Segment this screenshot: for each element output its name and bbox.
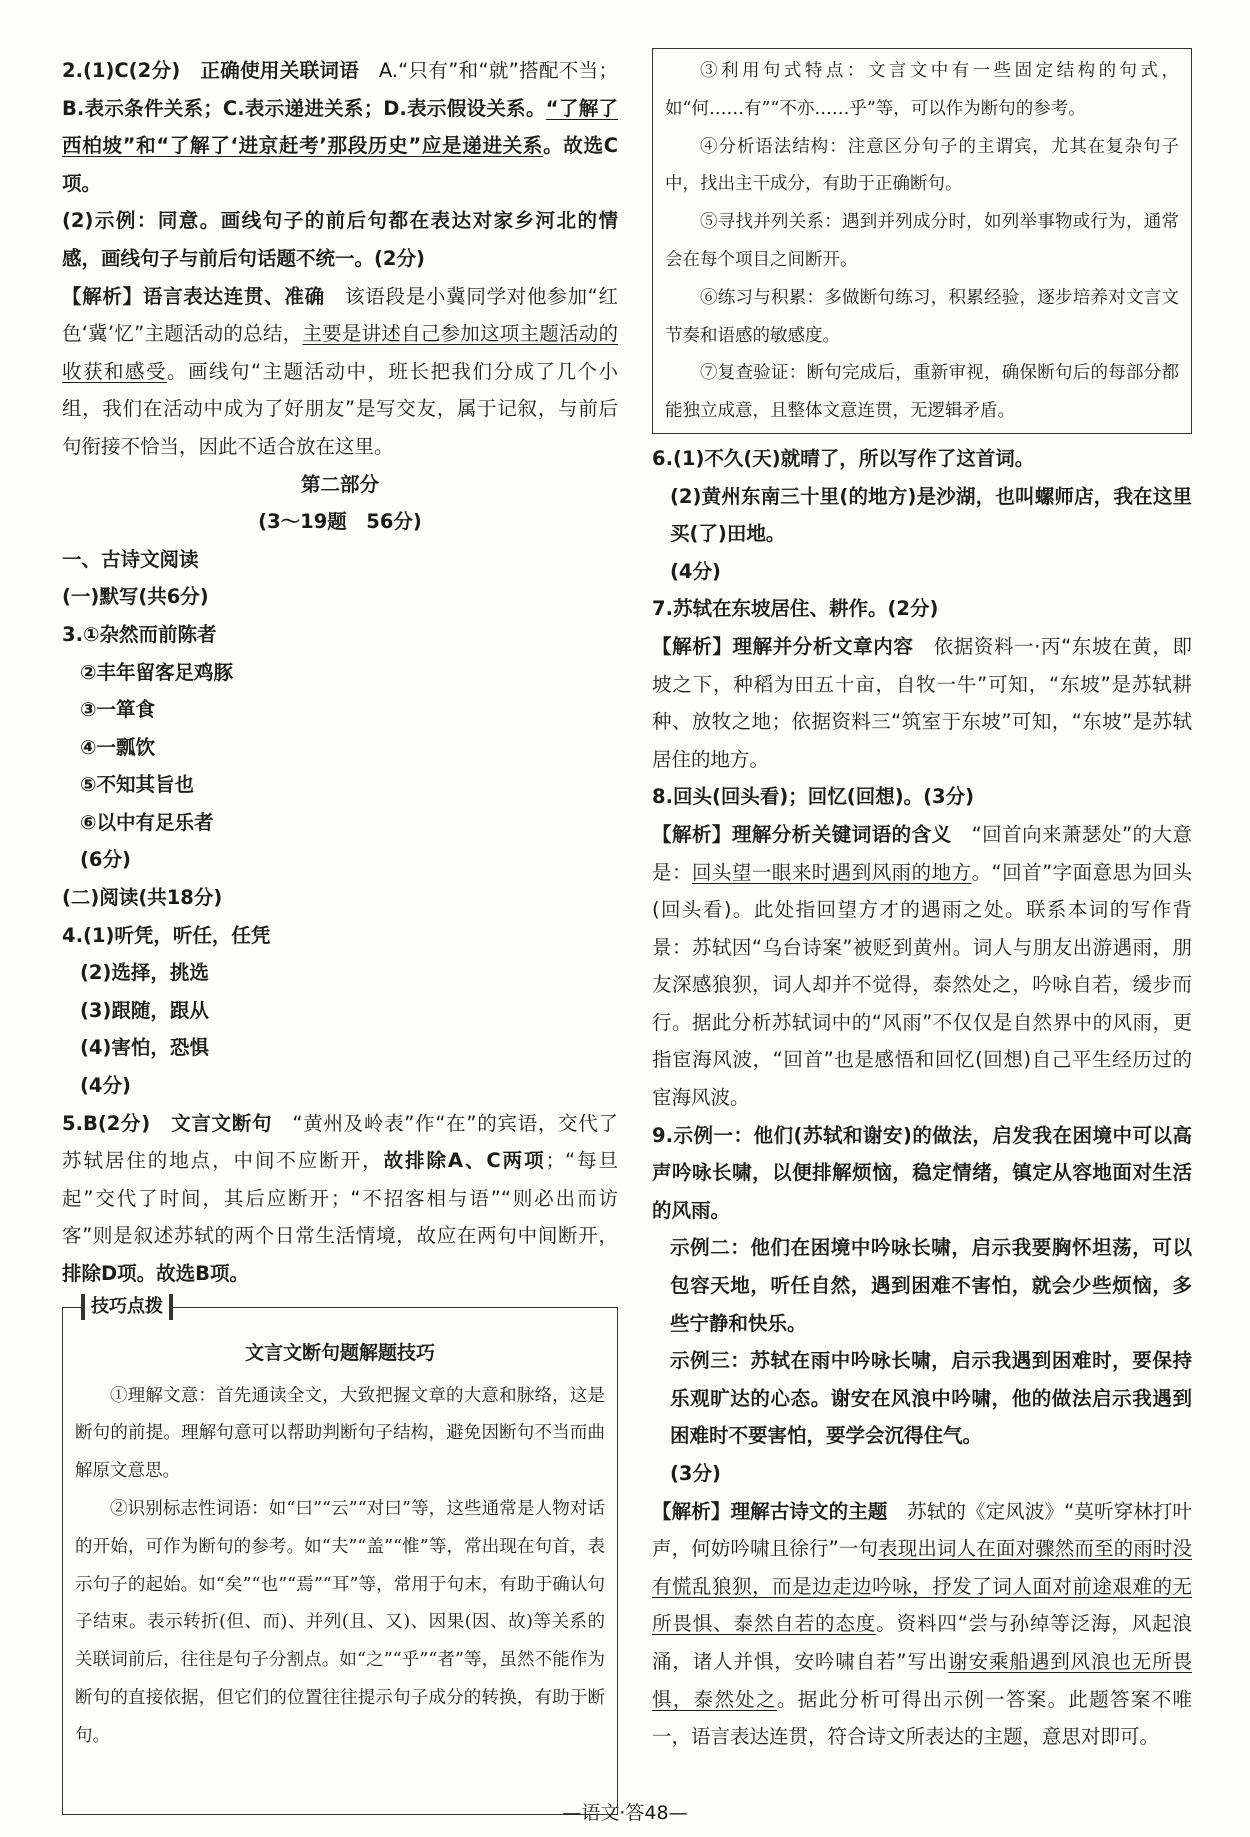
q6-line: (2)黄州东南三十里(的地方)是沙湖，也叫螺师店，我在这里买(了)田地。 — [670, 484, 1192, 546]
q3-line: ②丰年留客足鸡豚 — [80, 660, 234, 684]
q4-line: (3)跟随，跟从 — [80, 998, 209, 1022]
q2-analysis: 【解析】语言表达连贯、准确 该语段是小冀同学对他参加“红色‘冀’忆”主题活动的总结，主要是讲述自己参加这项主题活动的收获和感受。画线句“主题活动中，班长把我们分成了几个小组，我们在活动中成为了好朋友”是写交友，属于记叙，与前后句衔接不恰当，因此不适合放在这里。 — [62, 284, 618, 458]
q7-answer: 7.苏轼在东坡居住、耕作。(2分) — [652, 597, 939, 621]
q4-line: (4)害怕，恐惧 — [80, 1036, 209, 1060]
q4-line: (2)选择，挑选 — [80, 961, 209, 985]
q3-line: ③一箪食 — [80, 698, 156, 722]
q4-score: (4分) — [80, 1074, 131, 1098]
tips-title: 文言文断句题解题技巧 — [244, 1341, 435, 1364]
q9-analysis: 【解析】理解古诗文的主题 苏轼的《定风波》“莫听穿林打叶声，何妨吟啸且徐行”一句表现出词人在面对骤然而至的雨时没有慌乱狼狈，而是边走边吟咏，抒发了词人面对前途艰难的无所畏惧、泰然自若的态度。资料四“尝与孙绰等泛海，风起浪涌，诸人并惧，安吟啸自若”写出谢安乘船遇到风浪也无所畏惧，泰然处之。据此分析可得出示例一答案。此题答案不唯一，语言表达连贯，符合诗文所表达的主题，意思对即可。 — [652, 1499, 1192, 1749]
q3-line: ④一瓢饮 — [80, 735, 156, 759]
part-title: 第二部分 — [300, 472, 379, 496]
tips-paragraph: ⑦复查验证：断句完成后，重新审视，确保断句后的每部分都能独立成意，且整体文意连贯，无逻辑矛盾。 — [665, 363, 1179, 422]
tips-box-continued — [652, 48, 1192, 434]
tips-paragraph: ⑤寻找并列关系：遇到并列成分时，如列举事物或行为，通常会在每个项目之间断开。 — [665, 212, 1179, 270]
q9-example: 示例二：他们在困境中吟咏长啸，启示我要胸怀坦荡，可以包容天地，听任自然，遇到困难不害怕，就会少些烦恼，多些宁静和快乐。 — [670, 1236, 1192, 1335]
q5-answer: 5.B(2分) 文言文断句 “黄州及岭表”作“在”的宾语，交代了苏轼居住的地点，中间不应断开，故排除A、C两项；“每旦起”交代了时间，其后应断开；“不招客相与语”“则必出而访客”则是叙述苏轼的两个日常生活情境，故应在两句中间断开，排除D项。故选B项。 — [62, 1111, 618, 1285]
page-footer: —语文·答48— — [562, 1802, 688, 1824]
q2-part1: 2.(1)C(2分) 正确使用关联词语 A.“只有”和“就”搭配不当；B.表示条件关系；C.表示递进关系；D.表示假设关系。“了解了西柏坡”和“了解了‘进京赶考’那段历史”应是递进关系。故选C项。 — [62, 59, 619, 195]
q8-answer: 8.回头(回头看)；回忆(回想)。(3分) — [652, 785, 975, 809]
tips-label: 技巧点拨 — [81, 1294, 173, 1320]
q6-score: (4分) — [670, 559, 721, 583]
right-column — [652, 52, 1192, 1756]
q9-score: (3分) — [670, 1462, 721, 1485]
section-heading: 一、古诗文阅读 — [62, 547, 199, 571]
tips-paragraph: ②识别标志性词语：如“曰”“云”“对曰”等，这些通常是人物对话的开始，可作为断句的参考。如“夫”“盖”“惟”等，常出现在句首，表示句子的起始。如“矣”“也”“焉”“耳”等，常用于句末，有助于确认句子结束。表示转折(但、而)、并列(且、又)、因果(因、故)等关系的关联词前后，往往是句子分割点。如“之”“乎”“者”等，虽然不能作为断句的直接依据，但它们的位置往往提示句子成分的转换，有助于断句。 — [75, 1498, 605, 1746]
tips-box — [62, 1295, 618, 1815]
subsection-heading: (一)默写(共6分) — [62, 585, 209, 609]
q3-line: ⑤不知其旨也 — [80, 773, 195, 797]
q3-line: 3.①杂然而前陈者 — [62, 622, 217, 646]
q2-part2: (2)示例：同意。画线句子的前后句都在表达对家乡河北的情感，画线句子与前后句话题不统一。(2分) — [62, 209, 618, 270]
underlined-phrase: 谢安乘船遇到风浪也无所畏惧，泰然处之 — [652, 1649, 1192, 1711]
q7-analysis: 【解析】理解并分析文章内容 依据资料一·丙“东坡在黄，即坡之下，种稻为田五十亩，自牧一牛”可知，“东坡”是苏轼耕种、放牧之地；依据资料三“筑室于东坡”可知，“东坡”是苏轼居住的地方。 — [652, 634, 1192, 771]
underlined-phrase: “了解了西柏坡”和“了解了‘进京赶考’那段历史”应是递进关系 — [62, 96, 618, 158]
underlined-phrase: 回头望一眼来时遇到风雨的地方 — [691, 860, 972, 884]
q4-line: 4.(1)听凭，听任，任凭 — [62, 923, 271, 947]
underlined-phrase: 表现出词人在面对骤然而至的雨时没有慌乱狼狈，而是边走边吟咏，抒发了词人面对前途艰难的无所畏惧、泰然自若的态度 — [652, 1537, 1192, 1636]
q8-analysis: 【解析】理解分析关键词语的含义 “回首向来萧瑟处”的大意是：回头望一眼来时遇到风雨的地方。“回首”字面意思为回头(回头看)。此处指回望方才的遇雨之处。联系本词的写作背景：苏轼因“乌台诗案”被贬到黄州。词人与朋友出游遇雨，朋友深感狼狈，词人却并不觉得，泰然处之，吟咏自若，缓步而行。据此分析苏轼词中的“风雨”不仅仅是自然界中的风雨，更指宦海风波，“回首”也是感悟和回忆(回想)自己平生经历过的宦海风波。 — [652, 822, 1192, 1110]
q3-line: ⑥以中有足乐者 — [80, 810, 214, 834]
part-subtitle: (3～19题 56分) — [258, 510, 422, 534]
q9-example: 示例三：苏轼在雨中吟咏长啸，启示我遇到困难时，要保持乐观旷达的心态。谢安在风浪中吟啸，他的做法启示我遇到困难时不要害怕，要学会沉得住气。 — [670, 1349, 1192, 1448]
tips-paragraph: ④分析语法结构：注意区分句子的主谓宾，尤其在复杂句子中，找出主干成分，有助于正确断句。 — [665, 136, 1179, 195]
subsection-heading: (二)阅读(共18分) — [62, 886, 223, 910]
left-column — [62, 52, 618, 1815]
tips-paragraph: ①理解文意：首先通读全文，大致把握文章的大意和脉络，这是断句的前提。理解句意可以帮助判断句子结构，避免因断句不当而曲解原文意思。 — [75, 1385, 605, 1482]
q9-example: 9.示例一：他们(苏轼和谢安)的做法，启发我在困境中可以高声吟咏长啸，以便排解烦恼，稳定情绪，镇定从容地面对生活的风雨。 — [652, 1123, 1192, 1222]
tips-paragraph: ③利用句式特点：文言文中有一些固定结构的句式，如“何……有”“不亦……乎”等，可以作为断句的参考。 — [665, 61, 1179, 119]
q3-score: (6分) — [80, 848, 131, 872]
underlined-phrase: 主要是讲述自己参加这项主题活动的收获和感受 — [62, 322, 618, 383]
q6-line: 6.(1)不久(天)就晴了，所以写作了这首词。 — [652, 446, 1035, 470]
tips-paragraph: ⑥练习与积累：多做断句练习，积累经验，逐步培养对文言文节奏和语感的敏感度。 — [665, 287, 1179, 346]
